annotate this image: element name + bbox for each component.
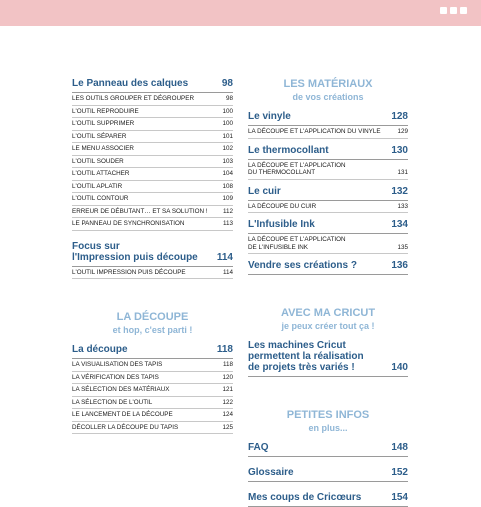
sub-entry-page: 101: [222, 132, 233, 140]
sub-entry-title: ERREUR DE DÉBUTANT… ET SA SOLUTION !: [72, 207, 208, 215]
toc-sub-entry[interactable]: [72, 206, 233, 219]
sub-entry-title: LA SÉLECTION DE L'OUTIL: [72, 398, 153, 406]
entry-title: La découpe: [72, 344, 128, 355]
sub-entry-title: L'OUTIL ATTACHER: [72, 170, 130, 177]
toc-entry-machines[interactable]: [248, 340, 408, 377]
sub-entry-page: 104: [222, 170, 233, 177]
entry-title: Vendre ses créations ?: [248, 260, 357, 271]
sub-entry-title: LA DÉCOUPE ET L'APPLICATION DE L'INFUSIBLE INK: [248, 236, 346, 251]
toc-entry-thermocollant[interactable]: [248, 145, 408, 160]
entry-page: 130: [391, 144, 408, 156]
sub-entry-title: LA VISUALISATION DES TAPIS: [72, 361, 163, 368]
sub-entry-title: LA DÉCOUPE ET L'APPLICATION DU VINYLE: [248, 128, 381, 135]
entry-title: Mes coups de Cricœurs: [248, 492, 362, 503]
toc-sub-entry[interactable]: [72, 181, 233, 194]
sub-entry-title: L'OUTIL APLATIR: [72, 182, 123, 190]
sub-entry-title: L'OUTIL SOUDER: [72, 157, 124, 165]
toc-sub-entry[interactable]: [72, 422, 233, 435]
toc-sub-entry[interactable]: [248, 160, 408, 180]
toc-entry-vinyle[interactable]: [248, 111, 408, 126]
toc-entry-infusible-ink[interactable]: [248, 219, 408, 234]
sub-entry-page: 131: [397, 169, 408, 176]
sub-entry-page: 118: [222, 361, 233, 368]
sub-entry-title: L'OUTIL SUPPRIMER: [72, 120, 135, 127]
toc-entry-glossaire[interactable]: [248, 467, 408, 482]
section-subtitle: en plus...: [308, 423, 348, 433]
toc-sub-entry[interactable]: [72, 359, 233, 372]
toc-entry-cuir[interactable]: [248, 186, 408, 201]
sub-entry-title: L'OUTIL SÉPARER: [72, 132, 127, 140]
section-title: PETITES INFOS: [286, 409, 370, 421]
toc-sub-entry[interactable]: [72, 143, 233, 156]
toc-sub-entry[interactable]: [72, 193, 233, 206]
sub-entry-title: LA SÉLECTION DES MATÉRIAUX: [72, 386, 170, 393]
toc-sub-entry[interactable]: [72, 168, 233, 181]
sub-entry-page: 100: [222, 107, 233, 115]
section-subtitle: je peux créer tout ça !: [281, 321, 375, 331]
entry-title: Le vinyle: [248, 111, 291, 122]
toc-sub-entry[interactable]: [72, 267, 233, 280]
sub-entry-list: [248, 160, 408, 180]
toc-sub-entry[interactable]: [248, 126, 408, 139]
toc-entry-coups-de-cricoeurs[interactable]: [248, 492, 408, 507]
toc-left-column: [72, 78, 233, 434]
sub-entry-title: L'OUTIL REPRODUIRE: [72, 107, 139, 115]
entry-title: Le cuir: [248, 185, 281, 197]
toc-entry-focus[interactable]: [72, 241, 233, 267]
dots-ornament: [440, 7, 467, 14]
toc-sub-entry[interactable]: [72, 409, 233, 422]
sub-entry-title: LA DÉCOUPE DU CUIR: [248, 202, 317, 210]
toc-sub-entry[interactable]: [72, 384, 233, 397]
toc-sub-entry[interactable]: [72, 218, 233, 231]
sub-entry-list: [248, 234, 408, 254]
toc-sub-entry[interactable]: [72, 106, 233, 119]
sub-entry-list: [248, 126, 408, 139]
toc-sub-entry[interactable]: [248, 201, 408, 214]
sub-entry-title: LES OUTILS GROUPER ET DÉGROUPER: [72, 95, 194, 102]
sub-entry-title: LE PANNEAU DE SYNCHRONISATION: [72, 220, 185, 227]
dot-icon: [440, 7, 447, 14]
toc-sub-entry[interactable]: [72, 131, 233, 144]
sub-entry-page: 122: [222, 398, 233, 406]
toc-sub-entry[interactable]: [72, 372, 233, 385]
sub-entry-page: 121: [222, 386, 233, 393]
sub-entry-list: [72, 93, 233, 231]
toc-sub-entry[interactable]: [72, 93, 233, 106]
entry-page: 118: [216, 344, 233, 355]
entry-title: Les machines Cricut permettent la réalisation de projets très variés !: [248, 340, 364, 373]
sub-entry-page: 114: [222, 268, 233, 276]
sub-entry-title: LA VÉRIFICATION DES TAPIS: [72, 373, 159, 381]
toc-entry-faq[interactable]: [248, 442, 408, 457]
header-band: [0, 0, 481, 26]
dot-icon: [450, 7, 457, 14]
entry-title: Le Panneau des calques: [72, 78, 189, 89]
toc-sub-entry[interactable]: [72, 118, 233, 131]
sub-entry-page: 103: [222, 157, 233, 165]
entry-page: 114: [216, 251, 233, 263]
section-title: LES MATÉRIAUX: [283, 78, 373, 90]
sub-entry-title: DÉCOLLER LA DÉCOUPE DU TAPIS: [72, 423, 179, 431]
toc-sub-entry[interactable]: [72, 156, 233, 169]
sub-entry-title: LA DÉCOUPE ET L'APPLICATION DU THERMOCOLLANT: [248, 161, 346, 176]
entry-page: 98: [221, 78, 233, 89]
toc-right-column: [248, 78, 408, 507]
sub-entry-page: 129: [397, 128, 408, 135]
toc-entry-decoupe[interactable]: [72, 344, 233, 359]
sub-entry-page: 120: [222, 373, 233, 381]
section-title: LA DÉCOUPE: [116, 311, 189, 323]
section-subtitle: et hop, c'est parti !: [112, 325, 193, 335]
sub-entry-page: 135: [397, 243, 408, 251]
entry-title: FAQ: [248, 442, 269, 453]
toc-entry-panneau[interactable]: [72, 78, 233, 93]
sub-entry-title: L'OUTIL IMPRESSION PUIS DÉCOUPE: [72, 268, 186, 276]
sub-entry-title: LE LANCEMENT DE LA DÉCOUPE: [72, 411, 173, 418]
sub-entry-page: 102: [222, 145, 233, 152]
sub-entry-page: 108: [222, 182, 233, 190]
sub-entry-page: 133: [397, 202, 408, 210]
toc-entry-vendre[interactable]: [248, 260, 408, 275]
entry-page: 154: [391, 492, 408, 503]
sub-entry-title: LE MENU ASSOCIER: [72, 145, 134, 152]
section-subtitle: de vos créations: [292, 92, 364, 102]
entry-page: 140: [391, 362, 408, 373]
sub-entry-list: [248, 201, 408, 214]
sub-entry-list: [72, 267, 233, 280]
entry-page: 132: [391, 185, 408, 197]
dot-icon: [460, 7, 467, 14]
toc-sub-entry[interactable]: [72, 397, 233, 410]
entry-page: 136: [391, 260, 408, 271]
sub-entry-page: 100: [222, 120, 233, 127]
sub-entry-list: [72, 359, 233, 434]
entry-title: Focus sur l'Impression puis découpe: [72, 240, 198, 263]
section-title: AVEC MA CRICUT: [280, 307, 376, 319]
entry-title: Glossaire: [248, 467, 294, 478]
entry-title: Le thermocollant: [248, 144, 329, 156]
sub-entry-page: 98: [225, 95, 233, 102]
entry-page: 148: [391, 442, 408, 453]
sub-entry-page: 125: [222, 423, 233, 431]
toc-sub-entry[interactable]: [248, 234, 408, 254]
sub-entry-page: 113: [222, 220, 233, 227]
entry-page: 134: [391, 219, 408, 230]
entry-title: L'Infusible Ink: [248, 219, 315, 230]
entry-page: 128: [391, 111, 408, 122]
sub-entry-page: 109: [222, 195, 233, 202]
sub-entry-title: L'OUTIL CONTOUR: [72, 195, 129, 202]
entry-page: 152: [391, 467, 408, 478]
sub-entry-page: 112: [222, 207, 233, 215]
sub-entry-page: 124: [222, 411, 233, 418]
